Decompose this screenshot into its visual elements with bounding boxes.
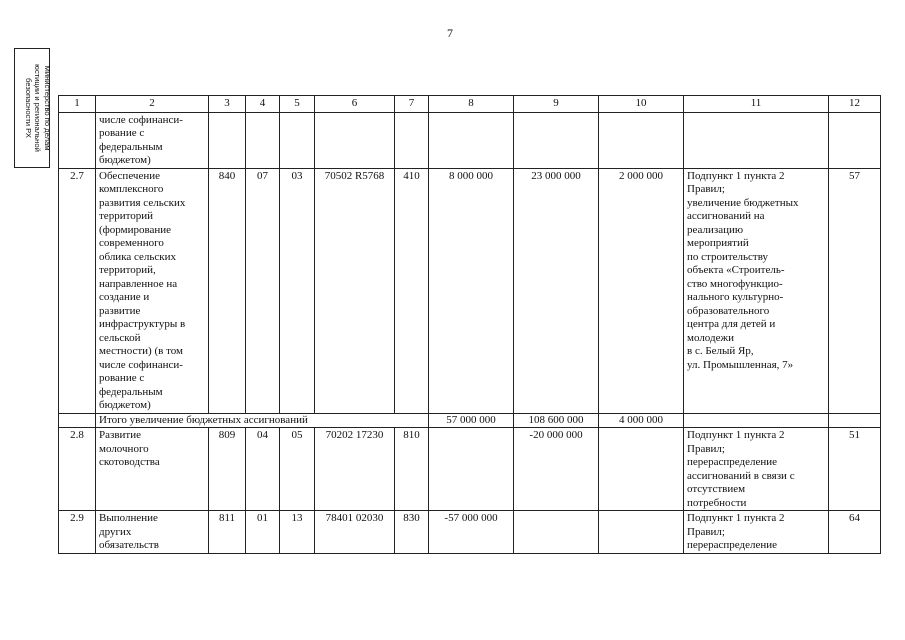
cell-col8: 8 000 000 <box>429 168 514 413</box>
table-header-row <box>59 96 881 113</box>
table-row-2-9 <box>59 511 881 554</box>
header-cell: 10 <box>599 96 684 113</box>
cell-col5: 03 <box>280 168 315 413</box>
cell-col4: 07 <box>246 168 280 413</box>
header-cell: 9 <box>514 96 599 113</box>
header-cell: 6 <box>315 96 395 113</box>
cell-col7: 410 <box>395 168 429 413</box>
cell-name: Выполнение других обязательств <box>96 511 209 554</box>
header-cell: 7 <box>395 96 429 113</box>
cell-col10 <box>599 428 684 511</box>
cell-col8: -57 000 000 <box>429 511 514 554</box>
cell-col3: 840 <box>209 168 246 413</box>
cell-col3: 811 <box>209 511 246 554</box>
header-cell: 4 <box>246 96 280 113</box>
cell-col4: 04 <box>246 428 280 511</box>
cell-col6: 70202 17230 <box>315 428 395 511</box>
cell-col9: -20 000 000 <box>514 428 599 511</box>
table-row-2-8 <box>59 428 881 511</box>
cell-name: числе софинанси- рование с федеральным бюджетом) <box>96 112 209 168</box>
cell-col10: 2 000 000 <box>599 168 684 413</box>
cell-col4: 01 <box>246 511 280 554</box>
total-label: Итого увеличение бюджетных ассигнований <box>96 413 429 428</box>
cell-col12: 57 <box>829 168 881 413</box>
cell-basis: Подпункт 1 пункта 2 Правил; увеличение бюджетных ассигнований на реализацию мероприятий по строительству объекта «Строитель- ство многофункцио- нального культурно- образовательного центра для детей и молодежи в с. Белый Яр, ул. Промышленная, 7» <box>684 168 829 413</box>
table-row-continuation <box>59 112 881 168</box>
cell-col7: 810 <box>395 428 429 511</box>
cell-num: 2.9 <box>59 511 96 554</box>
total-col10: 4 000 000 <box>599 413 684 428</box>
cell-col12: 64 <box>829 511 881 554</box>
stamp-text: Министерство по делам юстиции и региональной безопасности РХ <box>23 64 52 152</box>
table-row-total <box>59 413 881 428</box>
header-cell: 8 <box>429 96 514 113</box>
registration-stamp <box>14 48 50 168</box>
cell-col9 <box>514 511 599 554</box>
header-cell: 1 <box>59 96 96 113</box>
cell-col10 <box>599 511 684 554</box>
cell-col5: 05 <box>280 428 315 511</box>
cell-col9: 23 000 000 <box>514 168 599 413</box>
cell-num: 2.7 <box>59 168 96 413</box>
total-col8: 57 000 000 <box>429 413 514 428</box>
cell-col7: 830 <box>395 511 429 554</box>
cell-num <box>59 112 96 168</box>
cell-basis: Подпункт 1 пункта 2 Правил; перераспределение ассигнований в связи с отсутствием потребности <box>684 428 829 511</box>
header-cell: 3 <box>209 96 246 113</box>
cell-col5: 13 <box>280 511 315 554</box>
table-row-2-7 <box>59 168 881 413</box>
header-cell: 12 <box>829 96 881 113</box>
cell-num: 2.8 <box>59 428 96 511</box>
page-number: 7 <box>447 26 453 40</box>
cell-name: Развитие молочного скотоводства <box>96 428 209 511</box>
header-cell: 11 <box>684 96 829 113</box>
cell-col8 <box>429 428 514 511</box>
cell-name: Обеспечение комплексного развития сельских территорий (формирование современного облика сельских территорий, направленное на создание и развитие инфраструктуры в сельской местности) (в том числе софинанси- рование с федеральным бюджетом) <box>96 168 209 413</box>
cell-col3: 809 <box>209 428 246 511</box>
total-col9: 108 600 000 <box>514 413 599 428</box>
cell-basis: Подпункт 1 пункта 2 Правил; перераспределение <box>684 511 829 554</box>
header-cell: 5 <box>280 96 315 113</box>
header-cell: 2 <box>96 96 209 113</box>
cell-col6: 70502 R5768 <box>315 168 395 413</box>
cell-col12: 51 <box>829 428 881 511</box>
cell-col6: 78401 02030 <box>315 511 395 554</box>
budget-table <box>58 95 881 554</box>
